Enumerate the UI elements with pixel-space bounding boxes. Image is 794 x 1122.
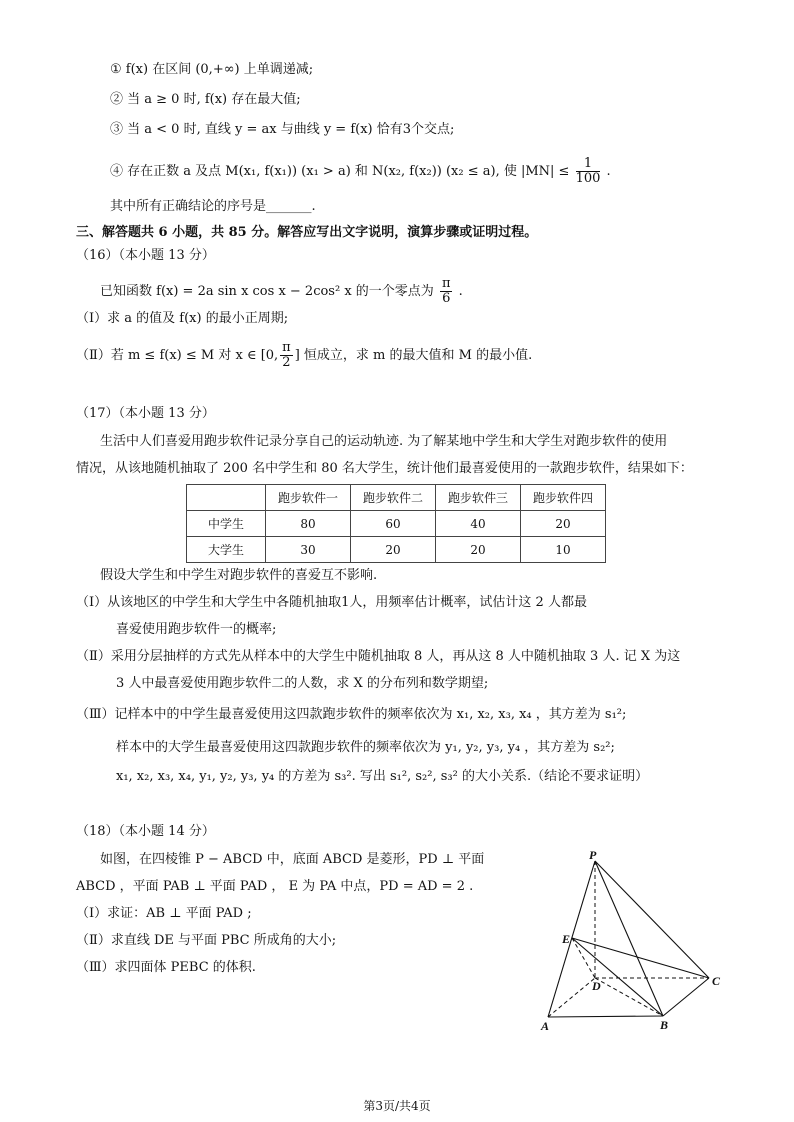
segment-EB — [572, 938, 663, 1016]
q17-part2-b: 3 人中最喜爱使用跑步软件二的人数，求 X 的分布列和数学期望; — [116, 676, 489, 691]
q18-part1: （Ⅰ）求证：AB ⊥ 平面 PAD ; — [76, 906, 252, 921]
table-row-label: 大学生 — [187, 537, 266, 563]
pyramid-figure — [535, 845, 735, 1045]
edge-AB — [548, 1016, 663, 1017]
q16-part2-fraction — [280, 341, 293, 370]
q16-part1: （Ⅰ）求 a 的值及 f(x) 的最小正周期; — [76, 311, 289, 326]
table-cell: 10 — [521, 537, 606, 563]
software-table — [186, 484, 606, 563]
q15-item-1: ① f(x) 在区间 (0,+∞) 上单调递减; — [110, 62, 314, 77]
q16-part2-frac-num: π — [282, 340, 291, 355]
table-cell: 30 — [266, 537, 351, 563]
vertex-label-D: D — [592, 979, 601, 993]
q16-part2-frac-den: 2 — [282, 355, 291, 370]
edge-PA — [548, 861, 595, 1017]
q15-item-3: ③ 当 a < 0 时, 直线 y = ax 与曲线 y = f(x) 恰有3个交点; — [110, 122, 455, 137]
edge-AD-hidden — [548, 978, 595, 1017]
edge-BC — [663, 978, 709, 1016]
table-cell: 40 — [436, 511, 521, 537]
vertex-label-P: P — [589, 848, 597, 862]
q17-part3-a: （Ⅲ）记样本中的中学生最喜爱使用这四款跑步软件的频率依次为 x₁, x₂, x₃, x₄ ，其方差为 s₁²; — [76, 707, 627, 722]
table-cell: 20 — [351, 537, 436, 563]
segment-EC — [572, 938, 709, 978]
q18-part2: （Ⅱ）求直线 DE 与平面 PBC 所成角的大小; — [76, 933, 337, 948]
q17-stem-2: 情况，从该地随机抽取了 200 名中学生和 80 名大学生，统计他们最喜爱使用的一款跑步软件，结果如下： — [76, 461, 693, 476]
vertex-label-B: B — [660, 1018, 669, 1032]
q18-stem-2: ABCD ，平面 PAB ⊥ 平面 PAD ， E 为 PA 中点，PD = AD = 2 . — [76, 879, 474, 894]
table-cell: 80 — [266, 511, 351, 537]
q15-item-4-text: ④ 存在正数 a 及点 M(x₁, f(x₁)) (x₁ > a) 和 N(x₂, f(x₂)) (x₂ ≤ a), 使 |MN| ≤ — [110, 164, 570, 179]
q17-assumption: 假设大学生和中学生对跑步软件的喜爱互不影响. — [100, 568, 378, 583]
q16-stem-frac-num: π — [441, 276, 451, 291]
table-header-cell: 跑步软件一 — [266, 485, 351, 511]
q15-item-2: ② 当 a ≥ 0 时, f(x) 存在最大值; — [110, 92, 301, 107]
vertex-label-A: A — [541, 1019, 550, 1033]
table-header-cell: 跑步软件二 — [351, 485, 436, 511]
table-row — [187, 511, 606, 537]
table-cell: 20 — [521, 511, 606, 537]
table-header-cell: 跑步软件四 — [521, 485, 606, 511]
table-row — [187, 537, 606, 563]
q16-header: （16）（本小题 13 分） — [76, 248, 215, 263]
q17-part3-c: x₁, x₂, x₃, x₄, y₁, y₂, y₃, y₄ 的方差为 s₃². 写出 s₁², s₂², s₃² 的大小关系.（结论不要求证明） — [116, 769, 649, 784]
q15-item-4: ④ 存在正数 a 及点 M(x₁, f(x₁)) (x₁ > a) 和 N(x₂, f(x₂)) (x₂ ≤ a), 使 |MN| ≤ $\frac{1}{100}$ . — [110, 156, 611, 186]
q17-part1-b: 喜爱使用跑步软件一的概率; — [116, 622, 277, 637]
page-footer: 第3页/共4页 — [363, 1099, 431, 1113]
q17-part1-a: （Ⅰ）从该地区的中学生和大学生中各随机抽取1人，用频率估计概率，试估计这 2 人都最 — [76, 595, 587, 610]
q16-stem-frac-den: 6 — [442, 291, 451, 306]
q18-stem-1: 如图，在四棱锥 P − ABCD 中，底面 ABCD 是菱形，PD ⊥ 平面 — [100, 852, 485, 867]
q17-part2-a: （Ⅱ）采用分层抽样的方式先从样本中的大学生中随机抽取 8 人，再从这 8 人中随机抽取 3 人. 记 X 为这 — [76, 649, 681, 664]
vertex-label-C: C — [712, 974, 721, 988]
q17-header: （17）（本小题 13 分） — [76, 406, 215, 421]
section3-heading: 三、解答题共 6 小题，共 85 分。解答应写出文字说明，演算步骤或证明过程。 — [76, 225, 538, 240]
vertex-label-E: E — [562, 932, 571, 946]
q15-frac-den: 100 — [575, 171, 601, 186]
q17-stem-1: 生活中人们喜爱用跑步软件记录分享自己的运动轨迹. 为了解某地中学生和大学生对跑步软件的使用 — [100, 434, 668, 449]
edge-PC — [595, 861, 709, 978]
table-cell: 60 — [351, 511, 436, 537]
table-corner-cell — [187, 485, 266, 511]
q18-header: （18）（本小题 14 分） — [76, 824, 215, 839]
q16-stem-text: 已知函数 f(x) = 2a sin x cos x − 2cos² x 的一个零点为 — [100, 284, 434, 299]
q15-frac-num: 1 — [576, 157, 601, 172]
q16-part2-b: ] 恒成立，求 m 的最大值和 M 的最小值. — [294, 348, 533, 363]
q16-stem-fraction — [440, 277, 453, 306]
table-header-row — [187, 485, 606, 511]
q17-part3-b: 样本中的大学生最喜爱使用这四款跑步软件的频率依次为 y₁, y₂, y₃, y₄ ，其方差为 s₂²; — [116, 740, 615, 755]
q15-fraction — [576, 157, 601, 186]
table-row-label: 中学生 — [187, 511, 266, 537]
edge-PB — [595, 861, 663, 1016]
q18-part3: （Ⅲ）求四面体 PEBC 的体积. — [76, 960, 256, 975]
segment-DB-hidden — [595, 978, 663, 1016]
q15-answer-line: 其中所有正确结论的序号是_______. — [110, 199, 316, 214]
table-header-cell: 跑步软件三 — [436, 485, 521, 511]
table-cell: 20 — [436, 537, 521, 563]
q16-stem: 已知函数 f(x) = 2a sin x cos x − 2cos² x 的一个零点为 $\frac{\pi}{6}$ . — [100, 276, 463, 306]
q16-part2 — [76, 336, 532, 376]
q16-part2-a: （Ⅱ）若 m ≤ f(x) ≤ M 对 x ∈ [0, — [76, 348, 279, 363]
